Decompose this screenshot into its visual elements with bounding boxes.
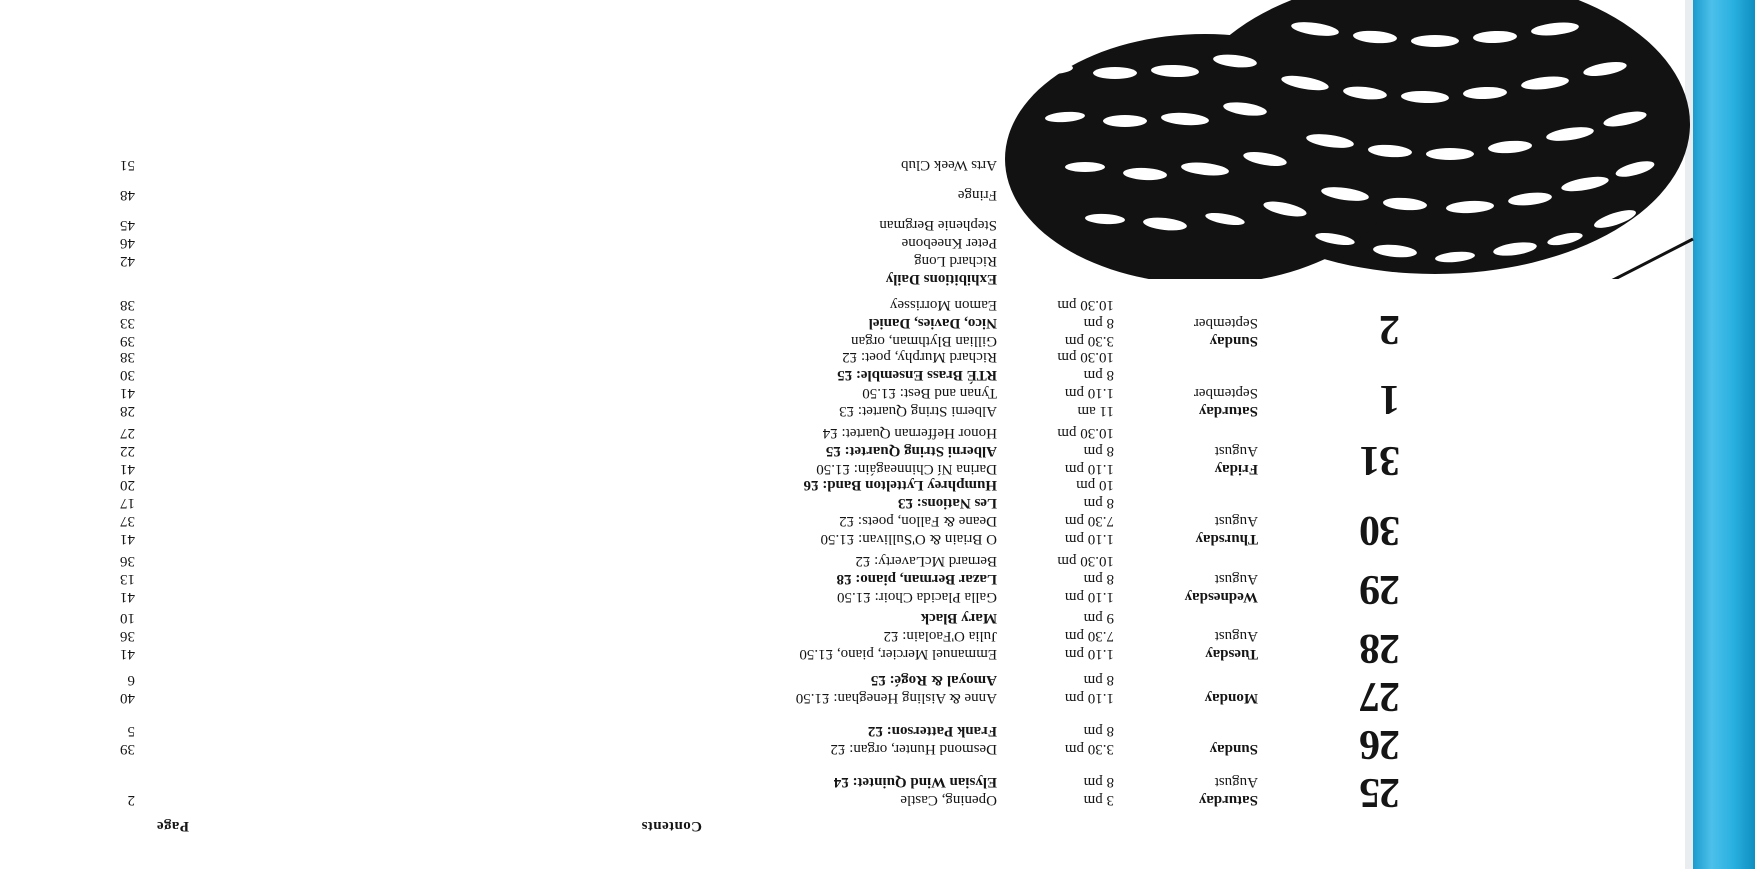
- event-time: 3 pm: [1083, 792, 1114, 808]
- page-number: 17: [120, 495, 135, 511]
- date-number: 31: [1360, 437, 1400, 483]
- page-number: 30: [120, 367, 135, 383]
- page-number: 27: [120, 425, 135, 441]
- event-title: Tynan and Best: £1.50: [862, 385, 997, 401]
- event-title: Mary Black: [920, 610, 997, 626]
- event-title: Desmond Hunter, organ: £2: [830, 741, 997, 757]
- page-number: 51: [120, 157, 135, 173]
- blue-spine-edge: [1693, 0, 1755, 869]
- event-time: 1.10 pm: [1064, 646, 1114, 662]
- page-number: 48: [120, 187, 135, 203]
- page-number: 2: [127, 792, 135, 808]
- event-time: 8 pm: [1083, 723, 1114, 739]
- date-number: 25: [1360, 769, 1400, 815]
- event-time: 3.30 pm: [1064, 741, 1114, 757]
- event-title: Richard Murphy, poet: £2: [842, 349, 997, 365]
- fringe-title: Fringe: [957, 187, 997, 203]
- event-title: Honor Heffernan Quartet: £4: [822, 425, 997, 441]
- date-number: 28: [1360, 625, 1400, 671]
- page-number: 5: [127, 723, 135, 739]
- event-title: Nico, Davies, Daniel: [868, 315, 997, 331]
- exhibitions-heading: Exhibitions Daily: [885, 271, 997, 287]
- event-time: 7.30 pm: [1064, 513, 1114, 529]
- event-title: Lazar Berman, piano: £8: [836, 571, 997, 587]
- month-label: September: [1193, 385, 1258, 401]
- month-label: August: [1214, 513, 1258, 529]
- event-time: 8 pm: [1083, 672, 1114, 688]
- weekday-label: Sunday: [1209, 741, 1258, 757]
- weekday-label: Monday: [1204, 690, 1258, 706]
- page-number: 38: [120, 349, 135, 365]
- event-title: Gillian Blythman, organ: [851, 333, 997, 349]
- event-time: 7.30 pm: [1064, 628, 1114, 644]
- event-time: 10 pm: [1076, 477, 1114, 493]
- page-number: 33: [120, 315, 135, 331]
- page-number: 45: [120, 217, 135, 233]
- event-title: Elysian Wind Quintet: £4: [833, 774, 997, 790]
- page-number: 20: [120, 477, 135, 493]
- weekday-label: Sunday: [1209, 333, 1258, 349]
- event-time: 8 pm: [1083, 571, 1114, 587]
- event-title: Alberni String Quartet: £3: [839, 403, 997, 419]
- date-number: 27: [1360, 673, 1400, 719]
- event-title: Deane & Fallon, poets: £2: [839, 513, 997, 529]
- event-time: 10.30 pm: [1057, 297, 1114, 313]
- event-title: Alberni String Quartet: £5: [825, 443, 997, 459]
- page-number: 40: [120, 690, 135, 706]
- month-label: August: [1214, 774, 1258, 790]
- page-number: 37: [120, 513, 135, 529]
- event-title: Anne & Aisling Heneghan: £1.50: [795, 690, 997, 706]
- month-label: August: [1214, 571, 1258, 587]
- page-number: 41: [120, 589, 135, 605]
- event-time: 1.10 pm: [1064, 690, 1114, 706]
- weekday-label: Saturday: [1198, 403, 1258, 419]
- event-title: Julia O'Faolain: £2: [883, 628, 997, 644]
- event-time: 10.30 pm: [1057, 553, 1114, 569]
- event-title: Frank Patterson: £2: [867, 723, 997, 739]
- page-number: 10: [120, 610, 135, 626]
- event-time: 8 pm: [1083, 315, 1114, 331]
- event-title: Galla Placida Choir: £1.50: [837, 589, 997, 605]
- page-number: 42: [120, 253, 135, 269]
- date-number: 1: [1380, 376, 1400, 422]
- weekday-label: Wednesday: [1184, 589, 1258, 605]
- event-time: 8 pm: [1083, 367, 1114, 383]
- page-number: 36: [120, 628, 135, 644]
- month-label: August: [1214, 628, 1258, 644]
- page-number: 39: [120, 741, 135, 757]
- event-time: 9 pm: [1083, 610, 1114, 626]
- page-number: 39: [120, 333, 135, 349]
- contents-heading: Contents: [641, 818, 702, 834]
- weekday-label: Saturday: [1198, 792, 1258, 808]
- event-time: 10.30 pm: [1057, 349, 1114, 365]
- event-time: 10.30 pm: [1057, 425, 1114, 441]
- weekday-label: Friday: [1214, 461, 1258, 477]
- month-label: August: [1214, 443, 1258, 459]
- exhibition-title: Richard Long: [914, 253, 997, 269]
- page-number: 36: [120, 553, 135, 569]
- event-time: 8 pm: [1083, 495, 1114, 511]
- page-number: 6: [127, 672, 135, 688]
- balloon-illustration: [635, 0, 1695, 279]
- event-title: RTÉ Brass Ensemble: £5: [837, 367, 997, 383]
- event-title: Bernard McLaverty: £2: [855, 553, 997, 569]
- page-number: 28: [120, 403, 135, 419]
- event-time: 1.10 pm: [1064, 385, 1114, 401]
- event-time: 8 pm: [1083, 774, 1114, 790]
- month-label: September: [1193, 315, 1258, 331]
- weekday-label: Tuesday: [1205, 646, 1258, 662]
- event-title: Opening, Castle: [900, 792, 997, 808]
- event-time: 1.10 pm: [1064, 531, 1114, 547]
- event-title: Darina Ní Chinneagáin: £1.50: [816, 461, 997, 477]
- page-number: 46: [120, 235, 135, 251]
- page-number: 41: [120, 531, 135, 547]
- date-number: 30: [1360, 507, 1400, 553]
- event-time: 3.30 pm: [1064, 333, 1114, 349]
- date-number: 2: [1380, 306, 1400, 352]
- page-number: 38: [120, 297, 135, 313]
- page-number: 41: [120, 385, 135, 401]
- event-title: Les Nations: £3: [897, 495, 997, 511]
- page-number: 22: [120, 443, 135, 459]
- page-number: 41: [120, 461, 135, 477]
- event-title: Eamon Morrissey: [889, 297, 997, 313]
- page-column-label: Page: [156, 818, 189, 834]
- weekday-label: Thursday: [1195, 531, 1258, 547]
- event-time: 11 am: [1077, 403, 1114, 419]
- event-time: 1.10 pm: [1064, 589, 1114, 605]
- event-title: Emmanuel Mercier, piano, £1.50: [799, 646, 997, 662]
- event-time: 1.10 pm: [1064, 461, 1114, 477]
- page-number: 41: [120, 646, 135, 662]
- event-time: 8 pm: [1083, 443, 1114, 459]
- page-number: 13: [120, 571, 135, 587]
- event-title: Humphrey Lyttelton Band: £6: [803, 477, 997, 493]
- event-title: Amoyal & Rogé: £5: [870, 672, 997, 688]
- exhibition-title: Peter Kneebone: [901, 235, 997, 251]
- date-number: 29: [1360, 566, 1400, 612]
- exhibition-title: Stephenie Bergman: [879, 217, 997, 233]
- date-number: 26: [1360, 721, 1400, 767]
- event-title: O Briain & O'Sullivan: £1.50: [820, 531, 997, 547]
- arts-week-club-title: Arts Week Club: [900, 157, 997, 173]
